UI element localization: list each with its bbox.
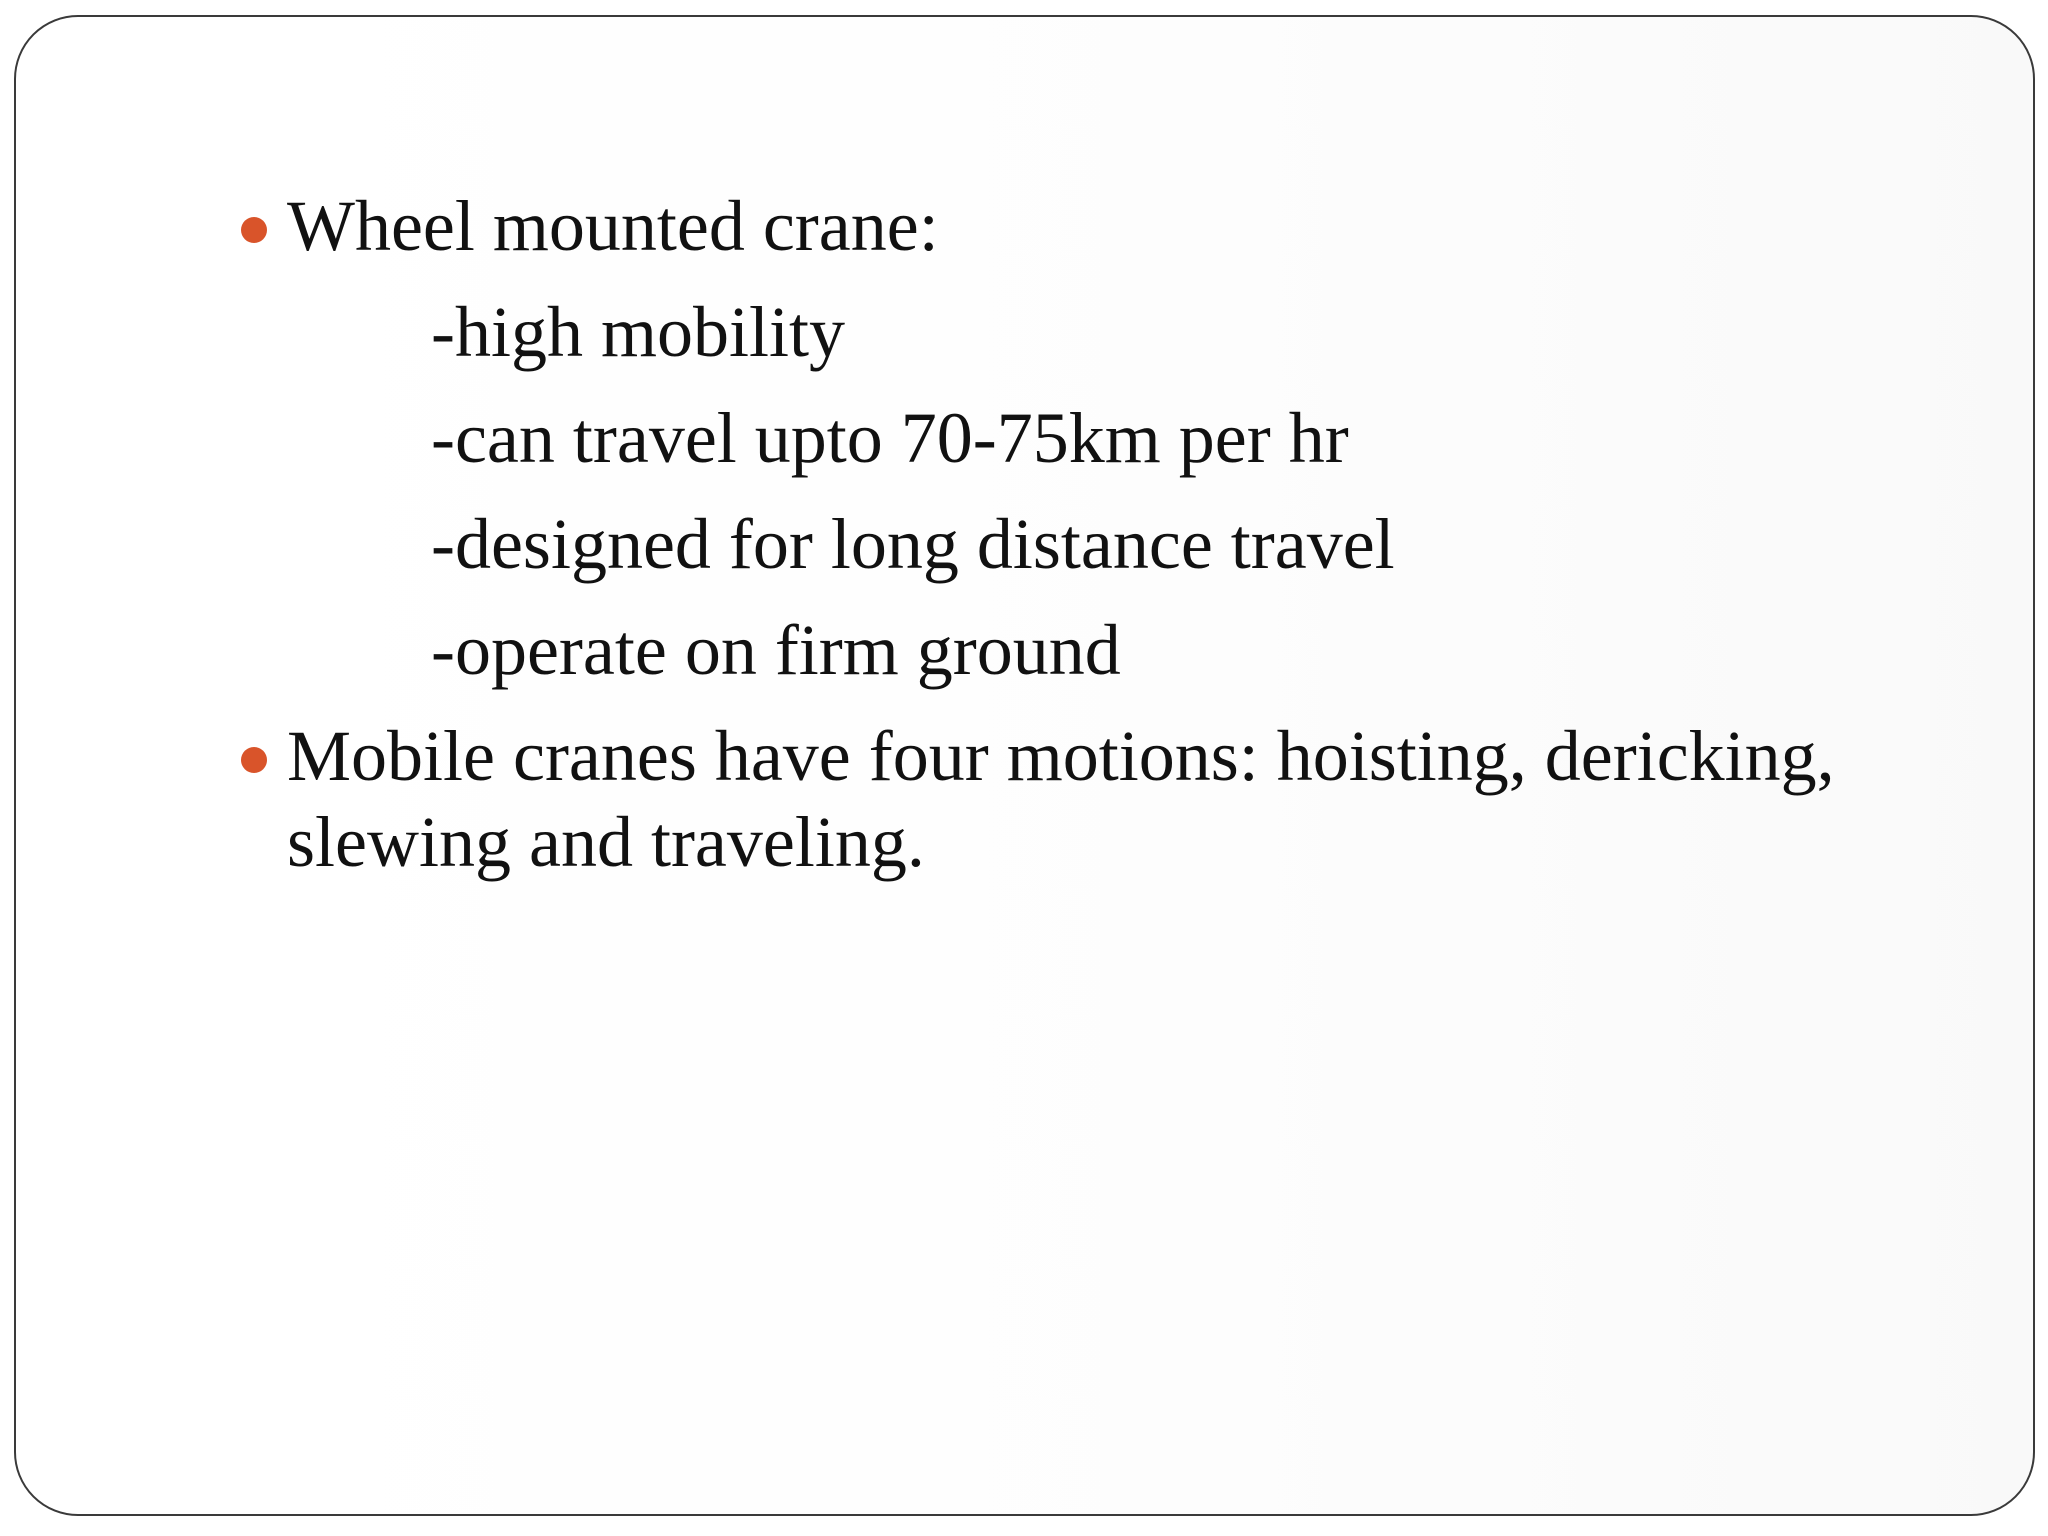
bullet-dot-icon — [241, 217, 267, 243]
sub-item-travel-speed: -can travel upto 70-75km per hr — [431, 398, 1349, 478]
slide — [14, 15, 2035, 1516]
sub-item-firm-ground: -operate on firm ground — [431, 610, 1121, 690]
bullet-text: Mobile cranes have four motions: hoisting, dericking, slewing and traveling. — [287, 716, 1835, 882]
sub-item-high-mobility: -high mobility — [431, 292, 845, 372]
bullet-item-four-motions — [287, 713, 1927, 885]
bullet-item-wheel-mounted-crane — [287, 183, 1927, 269]
sub-item-long-distance: -designed for long distance travel — [431, 504, 1395, 584]
slide-content — [16, 17, 2033, 1514]
bullet-dot-icon — [241, 747, 267, 773]
bullet-text: Wheel mounted crane: — [287, 186, 939, 266]
